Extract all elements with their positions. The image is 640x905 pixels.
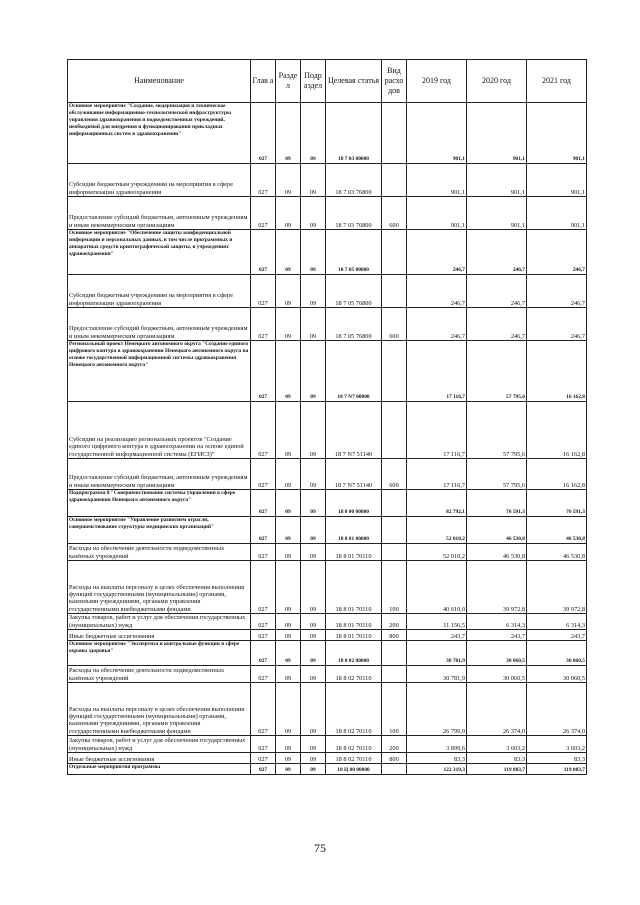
cell-y2019: 901,1 (407, 197, 467, 230)
cell-y2019: 243,7 (407, 630, 467, 641)
cell-y2021: 246,7 (527, 308, 587, 341)
table-row (68, 614, 587, 630)
cell-subsection: 09 (301, 614, 326, 630)
cell-y2019: 901,1 (407, 164, 467, 197)
cell-chapter: 027 (251, 459, 276, 490)
cell-y2021: 30 060,5 (527, 666, 587, 683)
header-target: Целевая статья (326, 60, 382, 103)
cell-type (382, 544, 407, 561)
cell-y2021: 30 060,5 (527, 641, 587, 666)
table-row (68, 230, 587, 275)
cell-type (382, 230, 407, 275)
cell-y2020: 119 083,7 (467, 764, 527, 775)
cell-section: 09 (276, 683, 301, 736)
cell-y2019: 3 899,6 (407, 736, 467, 753)
cell-y2021: 119 083,7 (527, 764, 587, 775)
cell-target: 18 8 02 00000 (326, 641, 382, 666)
cell-y2020: 83,3 (467, 753, 527, 764)
cell-name: Основное мероприятие "Экспертиза и контрольные функции в сфере охраны здоровья" (68, 641, 251, 666)
cell-y2021: 16 162,8 (527, 341, 587, 402)
cell-name: Иные бюджетные ассигнования (68, 753, 251, 764)
cell-chapter: 027 (251, 630, 276, 641)
cell-section: 09 (276, 164, 301, 197)
cell-subsection: 09 (301, 736, 326, 753)
cell-section: 09 (276, 753, 301, 764)
cell-y2020: 46 530,8 (467, 544, 527, 561)
cell-target: 18 8 01 70110 (326, 630, 382, 641)
cell-subsection: 09 (301, 164, 326, 197)
table-row (68, 666, 587, 683)
cell-name: Расходы на обеспечение деятельности подведомственных казённых учреждений (68, 666, 251, 683)
table-row (68, 459, 587, 490)
cell-type (382, 666, 407, 683)
table-row (68, 641, 587, 666)
cell-name: Субсидии бюджетным учреждениям на мероприятия в сфере информатизации здравоохранения (68, 275, 251, 308)
cell-section: 09 (276, 517, 301, 544)
cell-y2020: 6 314,3 (467, 614, 527, 630)
cell-type (382, 764, 407, 775)
cell-type (382, 341, 407, 402)
cell-subsection: 09 (301, 308, 326, 341)
table-row (68, 275, 587, 308)
cell-chapter: 027 (251, 764, 276, 775)
table-row (68, 490, 587, 517)
cell-y2020: 901,1 (467, 103, 527, 164)
cell-y2019: 83,3 (407, 753, 467, 764)
table-row (68, 103, 587, 164)
cell-type: 100 (382, 561, 407, 614)
cell-name: Основное мероприятие "Создание, модернизация и техническое обслуживание информационно-технологической инфраструктуры управления здравоохранения и подведомственных учреждений, необходимой для внедрения и функционирования прикладных информационных систем в здравоохранении" (68, 103, 251, 164)
cell-section: 09 (276, 736, 301, 753)
cell-name: Отдельные мероприятия программы (68, 764, 251, 775)
cell-y2019: 52 010,2 (407, 517, 467, 544)
cell-chapter: 027 (251, 103, 276, 164)
table-row (68, 764, 587, 775)
cell-section: 09 (276, 561, 301, 614)
cell-y2019: 40 610,0 (407, 561, 467, 614)
cell-section: 09 (276, 490, 301, 517)
cell-chapter: 027 (251, 341, 276, 402)
header-2021: 2021 год (527, 60, 587, 103)
cell-y2020: 901,1 (467, 197, 527, 230)
table-row (68, 753, 587, 764)
cell-type (382, 641, 407, 666)
cell-y2021: 76 591,3 (527, 490, 587, 517)
cell-chapter: 027 (251, 197, 276, 230)
cell-chapter: 027 (251, 683, 276, 736)
table-body (68, 103, 587, 775)
cell-name: Предоставление субсидий бюджетным, автономным учреждениям и иным некоммерческим организациям (68, 308, 251, 341)
cell-target: 18 8 02 70110 (326, 753, 382, 764)
cell-target: 18 7 03 00000 (326, 103, 382, 164)
cell-section: 09 (276, 614, 301, 630)
cell-y2020: 246,7 (467, 230, 527, 275)
table-row (68, 630, 587, 641)
cell-type: 800 (382, 630, 407, 641)
cell-subsection: 09 (301, 666, 326, 683)
cell-type: 600 (382, 308, 407, 341)
cell-subsection: 09 (301, 490, 326, 517)
cell-y2021: 246,7 (527, 230, 587, 275)
cell-chapter: 027 (251, 614, 276, 630)
cell-subsection: 09 (301, 197, 326, 230)
cell-y2021: 16 162,8 (527, 459, 587, 490)
cell-type (382, 275, 407, 308)
cell-y2020: 243,7 (467, 630, 527, 641)
cell-y2019: 246,7 (407, 230, 467, 275)
cell-y2021: 901,1 (527, 164, 587, 197)
cell-y2021: 83,3 (527, 753, 587, 764)
cell-chapter: 027 (251, 736, 276, 753)
cell-y2020: 57 795,6 (467, 402, 527, 459)
cell-chapter: 027 (251, 517, 276, 544)
cell-chapter: 027 (251, 230, 276, 275)
cell-name: Иные бюджетные ассигнования (68, 630, 251, 641)
cell-chapter: 027 (251, 308, 276, 341)
cell-y2020: 76 591,3 (467, 490, 527, 517)
cell-chapter: 027 (251, 666, 276, 683)
cell-target: 18 8 01 70110 (326, 544, 382, 561)
cell-subsection: 09 (301, 683, 326, 736)
header-name: Наименование (68, 60, 251, 103)
table-row (68, 341, 587, 402)
cell-chapter: 027 (251, 402, 276, 459)
cell-type: 600 (382, 197, 407, 230)
cell-type: 100 (382, 683, 407, 736)
cell-y2019: 82 792,1 (407, 490, 467, 517)
cell-y2019: 17 116,7 (407, 341, 467, 402)
cell-y2019: 30 781,9 (407, 641, 467, 666)
cell-y2021: 901,1 (527, 103, 587, 164)
cell-y2021: 46 530,8 (527, 544, 587, 561)
table-row (68, 164, 587, 197)
cell-section: 09 (276, 341, 301, 402)
header-chapter: Глав а (251, 60, 276, 103)
cell-chapter: 027 (251, 164, 276, 197)
cell-target: 18 8 01 00000 (326, 517, 382, 544)
cell-subsection: 09 (301, 103, 326, 164)
cell-y2021: 243,7 (527, 630, 587, 641)
cell-name: Региональный проект Ненецкого автономного округа "Создание единого цифрового контура в здравоохранении Ненецкого автономного округа на основе государственной информационной системы здравоохранения Ненецкого автономного округа" (68, 341, 251, 402)
header-2020: 2020 год (467, 60, 527, 103)
cell-section: 09 (276, 197, 301, 230)
cell-section: 09 (276, 630, 301, 641)
cell-name: Закупка товаров, работ и услуг для обеспечения государственных (муниципальных) нужд (68, 614, 251, 630)
cell-target: 18 7 N7 51140 (326, 459, 382, 490)
cell-y2020: 39 972,8 (467, 561, 527, 614)
cell-subsection: 09 (301, 753, 326, 764)
table-row (68, 683, 587, 736)
cell-chapter: 027 (251, 753, 276, 764)
cell-subsection: 09 (301, 764, 326, 775)
cell-target: 18 8 02 70110 (326, 736, 382, 753)
cell-subsection: 09 (301, 230, 326, 275)
cell-subsection: 09 (301, 561, 326, 614)
cell-y2021: 46 530,8 (527, 517, 587, 544)
cell-type: 800 (382, 753, 407, 764)
cell-y2021: 26 374,0 (527, 683, 587, 736)
cell-y2019: 122 319,3 (407, 764, 467, 775)
cell-y2021: 3 603,2 (527, 736, 587, 753)
cell-name: Расходы на обеспечение деятельности подведомственных казённых учреждений (68, 544, 251, 561)
cell-name: Субсидии бюджетным учреждениям на мероприятия в сфере информатизации здравоохранения (68, 164, 251, 197)
cell-subsection: 09 (301, 275, 326, 308)
cell-y2019: 26 799,0 (407, 683, 467, 736)
cell-y2020: 246,7 (467, 275, 527, 308)
cell-y2019: 17 116,7 (407, 402, 467, 459)
header-section: Разде л (276, 60, 301, 103)
cell-subsection: 09 (301, 630, 326, 641)
cell-y2020: 3 603,2 (467, 736, 527, 753)
cell-type (382, 402, 407, 459)
cell-target: 18 8 02 70110 (326, 666, 382, 683)
cell-name: Субсидии на реализацию региональных проектов "Создание единого цифрового контура в здравоохранении на основе единой государственной информационной системы (ЕГИСЗ)" (68, 402, 251, 459)
cell-section: 09 (276, 459, 301, 490)
table-row (68, 197, 587, 230)
cell-y2021: 901,1 (527, 197, 587, 230)
table-row (68, 544, 587, 561)
cell-chapter: 027 (251, 641, 276, 666)
cell-y2019: 901,1 (407, 103, 467, 164)
page-number: 75 (314, 841, 326, 855)
cell-target: 18 8 01 70110 (326, 561, 382, 614)
cell-chapter: 027 (251, 275, 276, 308)
cell-target: 18 7 03 76800 (326, 197, 382, 230)
table-header-row (68, 60, 587, 103)
table-row (68, 517, 587, 544)
cell-name: Закупка товаров, работ и услуг для обеспечения государственных (муниципальных) нужд (68, 736, 251, 753)
cell-y2019: 246,7 (407, 308, 467, 341)
cell-target: 18 8 00 00000 (326, 490, 382, 517)
cell-type: 200 (382, 736, 407, 753)
cell-subsection: 09 (301, 459, 326, 490)
cell-section: 09 (276, 308, 301, 341)
cell-type: 200 (382, 614, 407, 630)
cell-name: Расходы на выплаты персоналу в целях обеспечения выполнения функций государственными (муниципальными) органами, казенными учреждениями, органами управления государственными внебюджетными фондами (68, 683, 251, 736)
cell-type (382, 164, 407, 197)
cell-target: 18 7 05 00000 (326, 230, 382, 275)
cell-subsection: 09 (301, 341, 326, 402)
cell-section: 09 (276, 275, 301, 308)
cell-type: 600 (382, 459, 407, 490)
cell-subsection: 09 (301, 544, 326, 561)
cell-name: Основное мероприятие "Управление развитием отрасли, совершенствование структуры медицинских организаций" (68, 517, 251, 544)
cell-section: 09 (276, 544, 301, 561)
cell-section: 09 (276, 230, 301, 275)
cell-target: 18 8 02 70110 (326, 683, 382, 736)
cell-name: Предоставление субсидий бюджетным, автономным учреждениям и иным некоммерческим организациям (68, 459, 251, 490)
cell-section: 09 (276, 402, 301, 459)
table-row (68, 402, 587, 459)
cell-name: Предоставление субсидий бюджетным, автономным учреждениям и иным некоммерческим организациям (68, 197, 251, 230)
cell-y2020: 46 530,8 (467, 517, 527, 544)
header-2019: 2019 год (407, 60, 467, 103)
cell-target: 18 7 05 76800 (326, 275, 382, 308)
cell-name: Подпрограмма 8 "Совершенствование системы управления в сфере здравоохранения Ненецкого автономного округа" (68, 490, 251, 517)
cell-y2020: 57 795,6 (467, 459, 527, 490)
cell-y2020: 30 060,5 (467, 666, 527, 683)
cell-y2019: 30 781,9 (407, 666, 467, 683)
cell-target: 18 8 01 70110 (326, 614, 382, 630)
cell-y2019: 246,7 (407, 275, 467, 308)
cell-y2019: 17 116,7 (407, 459, 467, 490)
cell-section: 09 (276, 666, 301, 683)
cell-y2021: 39 972,8 (527, 561, 587, 614)
cell-target: 18 Ц 00 00000 (326, 764, 382, 775)
cell-subsection: 09 (301, 517, 326, 544)
cell-chapter: 027 (251, 544, 276, 561)
cell-name: Расходы на выплаты персоналу в целях обеспечения выполнения функций государственными (муниципальными) органами, казенными учреждениями, органами управления государственными внебюджетными фондами (68, 561, 251, 614)
cell-chapter: 027 (251, 561, 276, 614)
cell-target: 18 7 03 76800 (326, 164, 382, 197)
cell-y2021: 6 314,3 (527, 614, 587, 630)
cell-section: 09 (276, 764, 301, 775)
cell-y2021: 246,7 (527, 275, 587, 308)
cell-subsection: 09 (301, 641, 326, 666)
cell-y2020: 26 374,0 (467, 683, 527, 736)
cell-target: 18 7 N7 51140 (326, 402, 382, 459)
cell-y2020: 30 060,5 (467, 641, 527, 666)
budget-table (67, 59, 587, 775)
cell-subsection: 09 (301, 402, 326, 459)
cell-y2019: 52 010,2 (407, 544, 467, 561)
cell-type (382, 103, 407, 164)
cell-y2021: 16 162,8 (527, 402, 587, 459)
cell-y2020: 246,7 (467, 308, 527, 341)
cell-chapter: 027 (251, 490, 276, 517)
table-row (68, 308, 587, 341)
cell-y2020: 901,1 (467, 164, 527, 197)
cell-y2020: 57 795,6 (467, 341, 527, 402)
cell-target: 18 7 05 76800 (326, 308, 382, 341)
cell-section: 09 (276, 641, 301, 666)
header-subsection: Подр аздел (301, 60, 326, 103)
cell-type (382, 490, 407, 517)
cell-section: 09 (276, 103, 301, 164)
cell-y2019: 11 156,5 (407, 614, 467, 630)
header-type: Вид расхо дов (382, 60, 407, 103)
table-row (68, 561, 587, 614)
table-row (68, 736, 587, 753)
cell-target: 18 7 N7 00000 (326, 341, 382, 402)
cell-type (382, 517, 407, 544)
cell-name: Основное мероприятие "Обеспечение защиты конфиденциальной информации и персональных данных, в том числе программных и аппаратных средств криптографической защиты, в учреждениях здравоохранения" (68, 230, 251, 275)
